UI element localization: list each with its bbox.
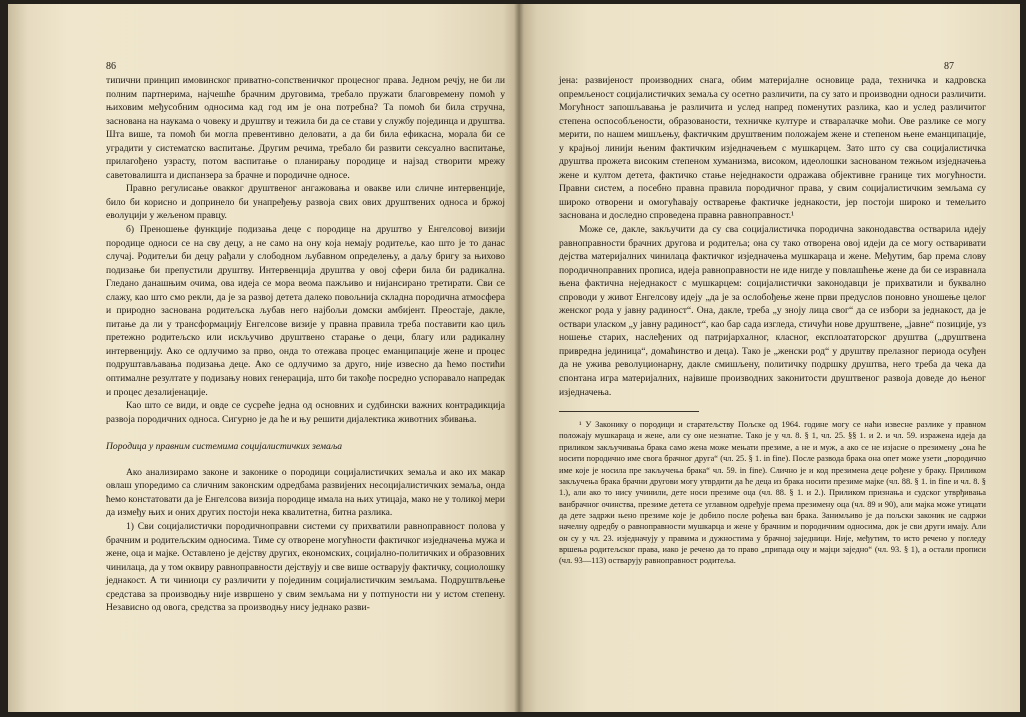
paragraph: 1) Сви социјалистички породичноправни системи су прихватили равноправност полова у брачним и родитељским односима. Тиме су отворене могућности фактичког изједначења мужа и жене, оца и мајке. Оставлено је дејству других, економских, социјално-политичких и образовних чинилаца, да у том оквиру равноправности дејствују и све више остварују фактичку, социолошку једнакост. А ти чиниоци су различити у појединим социјалистичким земљама. Подруштвљење средстава за производњу није извршено у свим земљама ни у потпуности ни у истом степену. Независно од овога, средства за производњу нису једнако разви- (106, 520, 505, 614)
paragraph: Као што се види, и овде се сусреће једна од основних и судбински важних контрадикција развоја породичних односа. Сигурно је да ће и њу решити дијалектика животних збивања. (106, 400, 505, 425)
right-body (559, 74, 986, 567)
paragraph: Ако анализирамо законе и законике о породици социјалистичких земаља и ако их макар овлаш упоредимо са сличним законским одредбама развијених несоцијалистичких земаља, онда ћемо констатовати да је Енгелсова визија породице имала на њих утицаја, мако не у толикој мери да између њих и оних других постоји нека квалитетна, битна разлика. (106, 466, 505, 519)
page-number-right: 87 (944, 61, 954, 72)
section-heading: Породица у правним системима социјалистичких земаља (106, 441, 343, 453)
left-page (8, 4, 519, 712)
footnote: ¹ У Законику о породици и старатељству Пољске од 1964. године могу се наћи извесне разлике у правном положају мушкараца и жене, али су оне незнатне. Тако је у чл. 8. § 1, чл. 25. §§ 1. и 2. и чл. 59. изражена идеја да приликом закључивања брака само жена може мењати презиме, а не и муж, а ако се не изјасне о презимену „она ће носити породично име свога брачног друга“ (чл. 25. § 1. in fine). После развода брака она опет може узети „породично име које је носила пре закључења брака“ чл. 59. in fine). Слично је и код презимена деце рођене у браку. Приликом закључења брака брачни другови могу утврдити да ће деца из брака носити презиме мајке (чл. 88. § 1. in fine и чл. 8. § 1.), али ако то нису учинили, дете носи презиме оца (чл. 88. § 1. и 2.). Приликом признања и судског утврђивања ванбрачног очинства, презиме детета се углавном одређује према презимену оца (чл. 89 и 90), али мајка може утицати да дете задржи њено презиме које је добило после рођења ван брака. Занимљиво је да пољски законик не садржи начелну одредбу о равноправности мушкарца и жене у брачним и породичним односима, док је сви други имају. Али он су у чл. 23. изједначују у правима и дужностима у брачној заједници. Није, међутим, то исто речено у погледу вршења родитељског права, иако је речено да то право „припада оцу и мајци заједно“ (чл. 93. § 1), а остали прописи (чл. 93—113) остварују равноправност родитеља. (559, 420, 986, 566)
book-gutter (514, 4, 524, 712)
book-spread (8, 4, 1020, 712)
paragraph: јена: развијеност производних снага, обим материјалне основице рада, техничка и кадровска опремљеност социјалистичких земаља су осетно различити, па су зато и производни односи различити. Могућност запошљавања је различита и услед напред поменутих разлика, као и услед различитог степена оспособљености, образованости, техничке културе и стваралачке моћи. Ове разлике се могу мерити, по нашем мишљењу, фактичким друштвеним положајем жене и степеном њене еманципације, у крајњој линији њеним фактичким изједначењем с мушкарцем. Зато што су сва социјалистичка друштва прожета високим степеном хуманизма, високом, идеолошки заснованом тежњом изједначења жене и култом детета, фактичко стање неједнакости одражава објективне границе тих могућности. Правни систем, а посебно правна правила породичног права, у свим социјалистичким земљама су широко отворени и омогућавају остварење фактичке једнакости, јер постоји широко и темељито заснована и доследно спроведена правна равноправност.¹ (559, 75, 986, 222)
left-body (106, 74, 505, 615)
paragraph: Може се, дакле, закључити да су сва социјалистичка породична законодавства остварила идеју равноправности брачних другова и родитеља; она су тако отворена овој идеји да се могу остваривати дејства материјалних чинилаца фактичког изједначења мушкараца и жене. Међутим, бар према слову породичноправних прописа, идеја равноправности не иде нигде у повлашћење жене да би се изравнала њена фактична неједнакост с мушкарцем: социјалистички законодавци је прихватили и буквално спроводи у живот Енгелсову идеју „да је за ослобођење жене први предуслов поновно уношење целог женског рода у јавну радиност“. Она, дакле, треба „у знoју лица свог“ да се избори за једнакост, да је оствари уласком „у јавну радиност“, као бар сада изгледа, стичући нове друштвене, „јавне“ позиције, уз ношење старих, наслеђених од патријархалног, класног, експлоататорског друштва („друштвена привредна јединица“, домаћинство и деца). Тако је „женски род“ у друштву прелазног периода осуђен да не ужива револуционарну, дакле смишљену, политичку подршку друштва, него треба да чека да спонтана игра материјалних, највише производних законитости друштвеног развоја доведе до њеног изједначења. (559, 224, 986, 398)
footnote-rule (559, 411, 699, 412)
right-page (519, 4, 1020, 712)
page-number-left: 86 (106, 61, 116, 72)
paragraph: типични принцип имовинског приватно-сопственичког процесног права. Једном речју, не би ли полним партнерима, најчешће брачним друговима, требало пружати благовремену помоћ у њиховим међусобним односима кад год им је она потребна? Та помоћ би била стручна, заснована на наукама о човеку и друштву и тежила би да се стави у службу појединца и друштва. Шта више, та помоћ би могла превентивно деловати, а да би била ефикасна, морала би се уградити у систематско васпитање. Другим речима, требало би развити сексуално васпитање, прилагођено узрасту, потом васпитање о планирању породице и најзад створити мрежу саветовалишта и диспанзера за брачне и породичне односе. (106, 75, 505, 181)
paragraph: Правно регулисање овакког друштвеног ангажовања и овакве или сличне интервенције, било би корисно и допринело би унапређењу развоја свих ових друштвених односа и бржој еволуцији у жељеном правцу. (106, 183, 505, 222)
paragraph: б) Преношење функције подизања деце с породице на друштво у Енгелсовој визији породице односи се на сву децу, а не само на ону која немају родитеље, као што је то данас случај. Родитељи би децу рађали у слободном љубавном определењу, а даљу бригу за њихово подизање би препустили друштву. Интервенција друштва у овој сфери била би радикална. Гледано данашњим очима, ова идеја се мора веома пажљиво и нијансирано третирати. Сви се слажу, као што смо рекли, да је за развој детета далеко повољнија складна породична атмосфера и природно заснована родитељска љубав него најбољи домски амбијент. Преостаје, дакле, питање да ли у трансформацију Енгелсове визије у правна правила треба поставити као циљ претежно родитељско или искључиво друштвено старање о деци, благу или радикалну интервенцију. Ако се одлучимо за прво, онда то отежава процес еманципације жене и процес подруштављавања подизања деце. Ако се одлучимо за друго, није извесно да ћемо постићи оптималне резултате у подизању нових генерација, што би такође посредно успоравало напредак и процес дезалијенације. (106, 224, 505, 398)
